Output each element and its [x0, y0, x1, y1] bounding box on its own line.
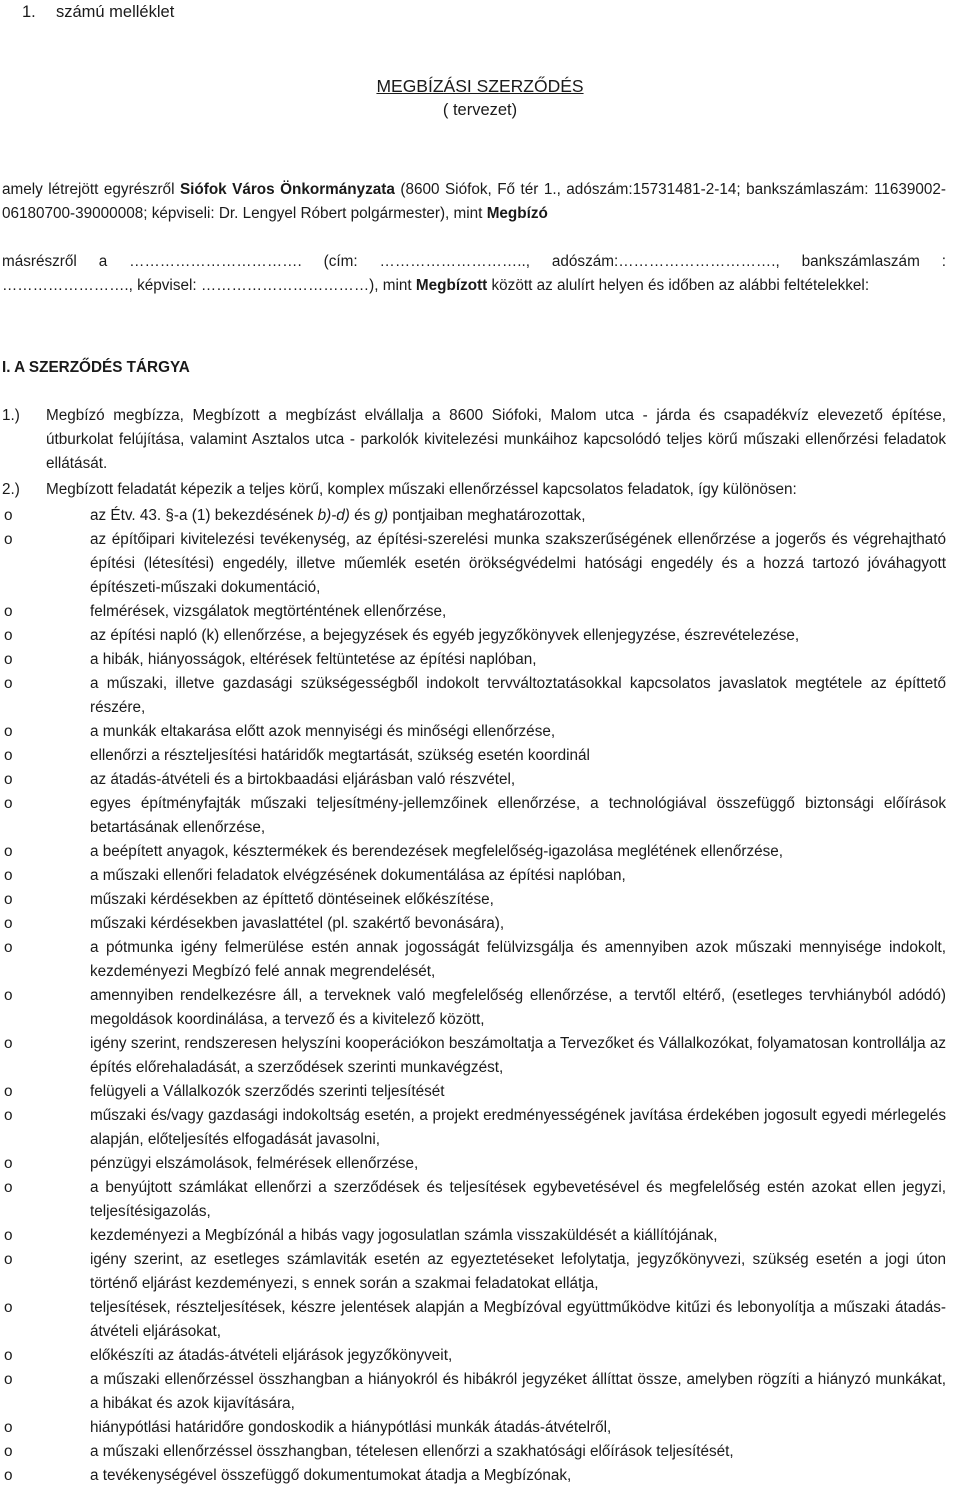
item-text: előkészíti az átadás-átvételi eljárások jegyzőkönyveit,: [90, 1347, 453, 1364]
list-item: [0, 720, 946, 744]
bullet-marker: o: [4, 939, 13, 956]
bullet-marker: o: [4, 1083, 13, 1100]
list-item: [0, 744, 946, 768]
item-text: a beépített anyagok, késztermékek és berendezések megfelelőség-igazolása meglétének ellenőrzése,: [90, 843, 784, 860]
list-item: [0, 624, 946, 648]
agent-role: Megbízott: [415, 277, 488, 294]
intro-paragraph-2: [2, 250, 946, 298]
clause-number: 2.): [2, 481, 20, 498]
clause-number: 1.): [2, 407, 20, 424]
item-text: és: [349, 507, 375, 524]
bullet-marker: o: [4, 915, 13, 932]
item-text: pénzügyi elszámolások, felmérések ellenőrzése,: [90, 1155, 419, 1172]
list-item: [0, 936, 946, 984]
list-item: [0, 792, 946, 840]
list-item: [0, 1104, 946, 1152]
bullet-marker: o: [4, 651, 13, 668]
document-title: MEGBÍZÁSI SZERZŐDÉS: [376, 76, 584, 96]
list-item: [0, 1248, 946, 1296]
bullet-marker: o: [4, 1035, 13, 1052]
list-item: [0, 1176, 946, 1224]
bullet-marker: o: [4, 675, 13, 692]
list-item: [0, 864, 946, 888]
annex-text: számú melléklet: [56, 3, 175, 21]
list-item: [0, 1152, 946, 1176]
annex-label: [22, 0, 174, 24]
list-item: [0, 504, 946, 528]
list-item: [0, 984, 946, 1032]
item-text: műszaki kérdésekben javaslattétel (pl. szakértő bevonására),: [90, 915, 505, 932]
bullet-marker: o: [4, 795, 13, 812]
item-text: igény szerint, az esetleges számlaviták esetén az egyeztetéseket lefolytatja, jegyzőkönyvezi, szükség esetén a jogi úton történő eljárást kezdeményezi, s ennek során a szakmai feladatokat ellátja,: [90, 1251, 946, 1292]
list-item: [0, 1464, 946, 1488]
item-text: kezdeményezi a Megbízónál a hibás vagy jogosulatlan számla visszaküldését a kiállítójának,: [90, 1227, 718, 1244]
item-text: b)-d): [317, 507, 350, 524]
bullet-marker: o: [4, 507, 13, 524]
list-item: [0, 1368, 946, 1416]
bullet-marker: o: [4, 771, 13, 788]
item-text: a tevékenységével összefüggő dokumentumokat átadja a Megbízónak,: [90, 1467, 572, 1484]
bullet-marker: o: [4, 1251, 13, 1268]
item-text: amennyiben rendelkezésre áll, a terveknek való megfelelőség ellenőrzése, a tervtől eltérő, (esetleges tervhiányból adódó) megoldások koordinálása, a tervező és a kivitelező között,: [90, 987, 946, 1028]
bullet-marker: o: [4, 987, 13, 1004]
item-text: a műszaki ellenőri feladatok elvégzésének dokumentálása az építési naplóban,: [90, 867, 626, 884]
section-heading: I. A SZERZŐDÉS TÁRGYA: [2, 359, 190, 376]
item-text: igény szerint, rendszeresen helyszíni kooperációkon beszámoltatja a Tervezőket és Vállalkozókat, folyamatosan kontrollálja az építés előrehaladását, a szerződések szerinti munkavégzést,: [90, 1035, 946, 1076]
clause-text: Megbízott feladatát képezik a teljes körű, komplex műszaki ellenőrzéssel kapcsolatos feladatok, így különösen:: [46, 481, 797, 498]
bullet-marker: o: [4, 1179, 13, 1196]
item-text: hiánypótlási határidőre gondoskodik a hiánypótlási munkák átadás-átvételről,: [90, 1419, 612, 1436]
item-text: a műszaki ellenőrzéssel összhangban, tételesen ellenőrzi a szakhatósági előírások teljesítését,: [90, 1443, 734, 1460]
list-item: [0, 1416, 946, 1440]
list-item: [0, 528, 946, 600]
intro-text: (8600 Siófok, Fő tér 1., adószám:15731481-2-14; bankszámlaszám: 11639002-06180700-39000008; képviseli: Dr. Lengyel Róbert polgármester), mint: [2, 181, 947, 222]
list-item: [0, 840, 946, 864]
task-list: [0, 504, 946, 1488]
item-text: az építési napló (k) ellenőrzése, a bejegyzések és egyéb jegyzőkönyvek ellenjegyzése, észrevételezése,: [90, 627, 800, 644]
bullet-marker: o: [4, 1371, 13, 1388]
bullet-marker: o: [4, 531, 13, 548]
item-text: a pótmunka igény felmerülése estén annak jogosságát felülvizsgálja és amennyiben azok műszaki mennyisége indokolt, kezdeményezi Megbízó felé annak megrendelését,: [90, 939, 946, 980]
item-text: az Étv. 43. §-a (1) bekezdésének: [90, 507, 318, 524]
bullet-marker: o: [4, 1107, 13, 1124]
clause-1: [2, 404, 946, 476]
intro-text: között az alulírt helyen és időben az alábbi feltételekkel:: [487, 277, 870, 294]
item-text: teljesítések, részteljesítések, készre jelentések alapján a Megbízóval együttműködve kitűzi és lebonyolítja a műszaki átadás-átvételi eljárásokat,: [90, 1299, 946, 1340]
item-text: egyes építményfajták műszaki teljesítmény-jellemzőinek ellenőrzése, a technológiával összefüggő biztonsági előírások betartásának ellenőrzése,: [90, 795, 946, 836]
bullet-marker: o: [4, 1155, 13, 1172]
list-item: [0, 1224, 946, 1248]
bullet-marker: o: [4, 891, 13, 908]
bullet-marker: o: [4, 747, 13, 764]
bullet-marker: o: [4, 627, 13, 644]
list-item: [0, 600, 946, 624]
bullet-marker: o: [4, 1347, 13, 1364]
item-text: a munkák eltakarása előtt azok mennyiségi és minőségi ellenőrzése,: [90, 723, 556, 740]
clause-2: [2, 478, 946, 502]
bullet-marker: o: [4, 1443, 13, 1460]
bullet-marker: o: [4, 1299, 13, 1316]
item-text: a hibák, hiányosságok, eltérések feltüntetése az építési naplóban,: [90, 651, 537, 668]
list-item: [0, 1344, 946, 1368]
list-item: [0, 1440, 946, 1464]
bullet-marker: o: [4, 867, 13, 884]
item-text: az átadás-átvételi és a birtokbaadási eljárásban való részvétel,: [90, 771, 516, 788]
item-text: ellenőrzi a részteljesítési határidők megtartását, szükség esetén koordinál: [90, 747, 590, 764]
title-block: [0, 74, 960, 122]
item-text: a műszaki ellenőrzéssel összhangban a hiányokról és hibákról jegyzéket állíttat össze, amelyben rögzíti a hiányzó munkákat, a hibákat és azok kijavítására,: [90, 1371, 946, 1412]
document-subtitle: ( tervezet): [442, 101, 518, 119]
item-text: a műszaki, illetve gazdasági szükségességből indokolt tervváltoztatásokkal kapcsolatos javaslatok megtétele az építtető részére,: [90, 675, 946, 716]
bullet-marker: o: [4, 723, 13, 740]
item-text: felügyeli a Vállalkozók szerződés szerinti teljesítését: [90, 1083, 445, 1100]
list-item: [0, 648, 946, 672]
item-text: g): [374, 507, 389, 524]
bullet-marker: o: [4, 603, 13, 620]
bullet-marker: o: [4, 1467, 13, 1484]
intro-paragraph-1: [2, 178, 946, 226]
intro-text: másrészről a ……………………………. (cím: ……………………….., adószám:…………………………., bankszámlaszám : ……………………., képvisel: ……………………………), mint: [2, 253, 946, 294]
list-item: [0, 1296, 946, 1344]
list-item: [0, 888, 946, 912]
list-item: [0, 1080, 946, 1104]
item-text: műszaki és/vagy gazdasági indokoltság esetén, a projekt eredményességének javítása érdekében jogosult egyedi mérlegelés alapján, előteljesítés elfogadását javasolni,: [90, 1107, 946, 1148]
item-text: műszaki kérdésekben az építtető döntéseinek előkészítése,: [90, 891, 494, 908]
bullet-marker: o: [4, 1419, 13, 1436]
list-item: [0, 912, 946, 936]
list-item: [0, 768, 946, 792]
annex-number: 1.: [22, 3, 36, 21]
list-item: [0, 672, 946, 720]
principal-role: Megbízó: [486, 205, 548, 222]
clause-text: Megbízó megbízza, Megbízott a megbízást elvállalja a 8600 Siófoki, Malom utca - járda és csapadékvíz elevezető építése, útburkolat felújítása, valamint Asztalos utca - parkolók kivitelezési munkáihoz kapcsolódó teljes körű műszaki ellenőrzési feladatok ellátását.: [46, 407, 946, 472]
list-item: [0, 1032, 946, 1080]
bullet-marker: o: [4, 1227, 13, 1244]
bullet-marker: o: [4, 843, 13, 860]
item-text: a benyújtott számlákat ellenőrzi a szerződések és teljesítések egybevetésével és megfelelőség estén azokat ellen jegyzi, teljesítésigazolás,: [90, 1179, 946, 1220]
intro-text: amely létrejött egyrészről: [2, 181, 180, 198]
item-text: pontjaiban meghatározottak,: [388, 507, 586, 524]
principal-name: Siófok Város Önkormányzata: [179, 181, 395, 198]
item-text: az építőipari kivitelezési tevékenység, az építési-szerelési munka szakszerűségének ellenőrzése a jogerős és végrehajtható építési (létesítési) engedély, illetve műemlék esetén örökségvédelmi hatósági engedély és a hozzá tartozó jóváhagyott építészeti-műszaki dokumentáció,: [90, 531, 946, 596]
item-text: felmérések, vizsgálatok megtörténtének ellenőrzése,: [90, 603, 447, 620]
